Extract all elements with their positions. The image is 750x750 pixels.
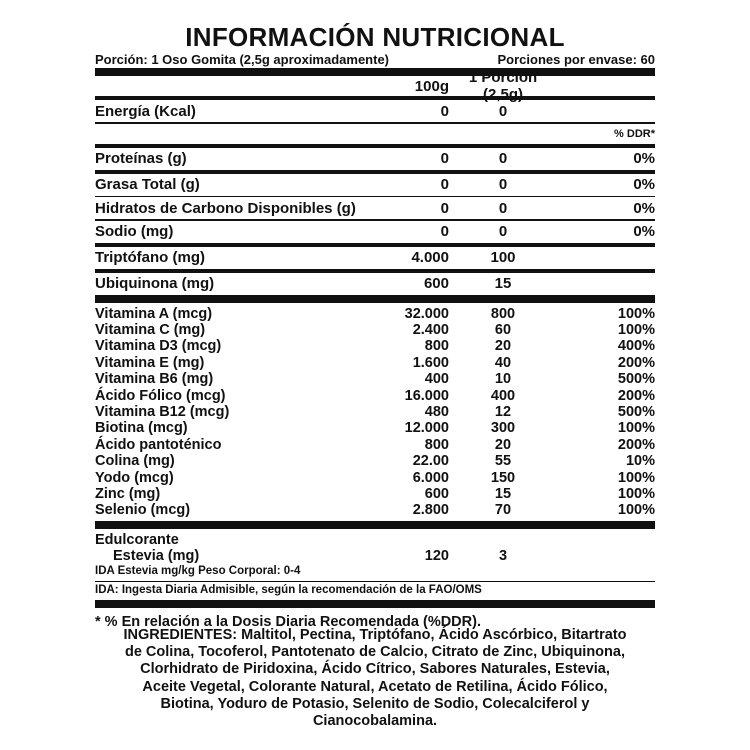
nutrition-facts-panel <box>95 22 655 630</box>
nutrient-row: Triptófano (mg) 4.000 100 <box>95 249 516 266</box>
servings-per-container: Porciones por envase: 60 <box>497 52 655 67</box>
vitamin-row: Vitamina A (mcg) 32.000 800 100% <box>95 305 655 322</box>
vitamin-row: Selenio (mcg) 2.800 70 100% <box>95 502 655 519</box>
col-ddr: % DDR* <box>614 127 655 140</box>
ida-value: IDA Estevia mg/kg Peso Corporal: 0-4 <box>95 564 301 577</box>
nutrient-row: Ubiquinona (mg) 600 15 <box>95 275 512 292</box>
panel-title: INFORMACIÓN NUTRICIONAL <box>185 22 565 52</box>
sweetener-heading: Edulcorante <box>95 531 179 548</box>
ingredients-heading: INGREDIENTES: <box>123 627 238 643</box>
vitamin-row: Vitamina D3 (mcg) 800 20 400% <box>95 338 655 355</box>
divider <box>95 521 655 529</box>
divider <box>95 68 655 76</box>
sweetener-row: Estevia (mg) 120 3 <box>113 547 508 564</box>
col-per100: 100g <box>414 77 449 95</box>
vitamins-block <box>95 303 655 521</box>
ingredients-block: INGREDIENTES: Maltitol, Pectina, Triptófano, Ácido Ascórbico, Bitartrato de Colina, Tocoferol, Pantotenato de Calcio, Citrato de Zinc, Ubiquinona, Clorhidrato de Piridoxina, Ácido Cítrico, Sabores Naturales, Estevia, Aceite Vegetal, Colorante Natural, Acetato de Retilina, Ácido Fólico, Biotina, Yoduro de Potasio, Selenito de Sodio, Colecalciferol y Cianocobalamina. <box>123 627 627 730</box>
sweetener-block <box>95 529 655 581</box>
vitamin-row: Ácido pantoténico 800 20 200% <box>95 436 655 453</box>
vitamin-row: Vitamina B6 (mg) 400 10 500% <box>95 371 655 388</box>
ida-definition: IDA: Ingesta Diaria Admisible, según la recomendación de la FAO/OMS <box>95 584 482 597</box>
nutrient-row: Sodio (mg) 0 0 0% <box>95 223 655 240</box>
ddr-footnote: * % En relación a la Dosis Diaria Recomendada (%DDR). <box>95 614 481 631</box>
divider <box>95 600 655 608</box>
vitamin-row: Vitamina E (mg) 1.600 40 200% <box>95 354 655 371</box>
vitamin-row: Yodo (mcg) 6.000 150 100% <box>95 469 655 486</box>
col-per-serving: 1 Porción (2,5g) <box>468 69 538 103</box>
vitamin-row: Colina (mg) 22.00 55 10% <box>95 453 655 470</box>
vitamin-row: Zinc (mg) 600 15 100% <box>95 485 655 502</box>
nutrient-row: Proteínas (g) 0 0 0% <box>95 150 655 167</box>
serving-info <box>95 52 655 68</box>
nutrient-row: Hidratos de Carbono Disponibles (g) 0 0 0% <box>95 199 655 217</box>
nutrient-row: Grasa Total (g) 0 0 0% <box>95 176 655 193</box>
ddr-header <box>95 124 655 144</box>
serving-size: Porción: 1 Oso Gomita (2,5g aproximadamente) <box>95 52 390 67</box>
energy-row: Energía (Kcal) 0 0 <box>95 102 508 120</box>
vitamin-row: Biotina (mcg) 12.000 300 100% <box>95 420 655 437</box>
vitamin-row: Vitamina B12 (mcg) 480 12 500% <box>95 404 655 421</box>
vitamin-row: Vitamina C (mg) 2.400 60 100% <box>95 322 655 339</box>
vitamin-row: Ácido Fólico (mcg) 16.000 400 200% <box>95 387 655 404</box>
divider <box>95 295 655 303</box>
column-header <box>95 69 655 103</box>
